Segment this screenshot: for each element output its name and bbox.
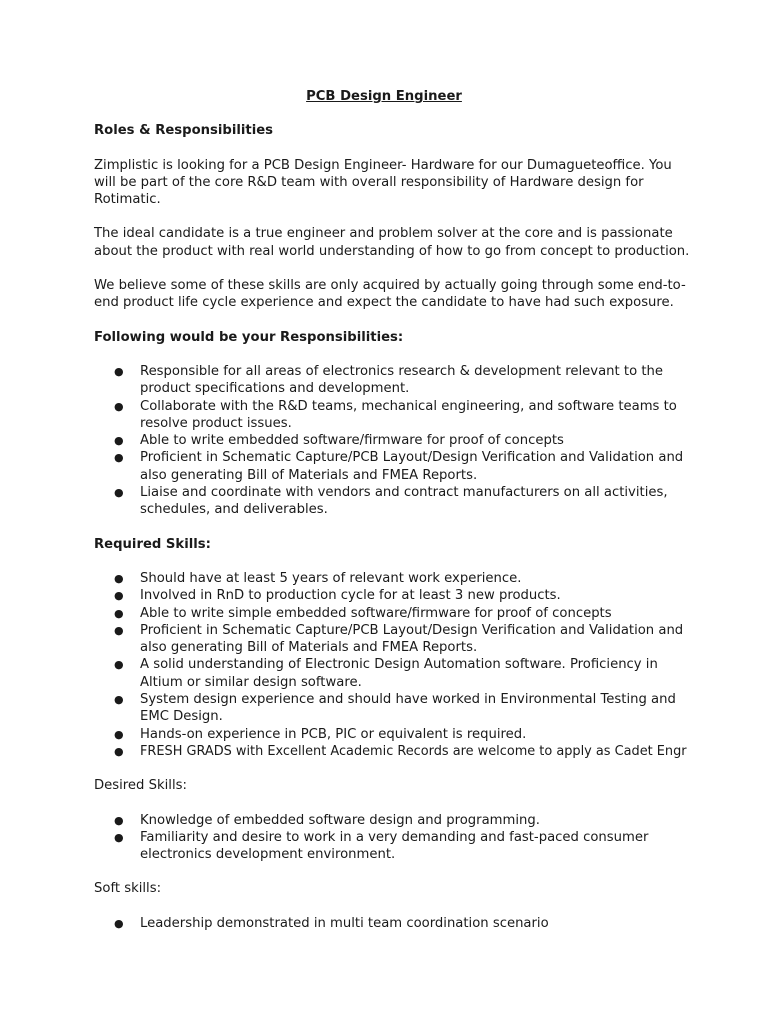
- list-item: [94, 363, 694, 398]
- list-item-text: Proficient in Schematic Capture/PCB Layout/Design Verification and Validation and also generating Bill of Materials and FMEA Reports.: [140, 450, 684, 483]
- list-item: [94, 432, 694, 449]
- bullet-icon: ●: [114, 434, 124, 448]
- bullet-icon: ●: [114, 916, 124, 930]
- list-item-text: Familiarity and desire to work in a very demanding and fast-paced consumer electronics development environment.: [140, 829, 649, 863]
- list-item: [94, 587, 694, 604]
- desired-skills-heading: Desired Skills:: [94, 778, 187, 794]
- list-item-text: Knowledge of embedded software design and programming.: [140, 812, 540, 828]
- bullet-icon: ●: [114, 451, 124, 465]
- bullet-icon: ●: [114, 693, 124, 707]
- list-item: [94, 398, 694, 433]
- bullet-icon: ●: [114, 486, 124, 500]
- intro-paragraph-3: We believe some of these skills are only acquired by actually going through some end-to-end product life cycle experience and expect the candidate to have had such exposure.: [94, 278, 686, 311]
- list-item-text: Should have at least 5 years of relevant work experience.: [140, 570, 522, 586]
- bullet-icon: ●: [114, 623, 124, 637]
- desired-skills-list: [94, 812, 694, 864]
- bullet-icon: ●: [114, 606, 124, 620]
- required-skills-heading: Required Skills:: [94, 536, 211, 552]
- list-item: [94, 829, 694, 864]
- list-item-text: Hands-on experience in PCB, PIC or equivalent is required.: [140, 726, 527, 742]
- list-item: [94, 656, 694, 691]
- bullet-icon: ●: [114, 571, 124, 585]
- bullet-icon: ●: [114, 727, 124, 741]
- bullet-icon: ●: [114, 399, 124, 413]
- list-item: [94, 726, 694, 743]
- list-item: [94, 605, 694, 622]
- list-item-text: A solid understanding of Electronic Design Automation software. Proficiency in Altium or similar design software.: [140, 657, 658, 690]
- list-item-text: FRESH GRADS with Excellent Academic Records are welcome to apply as Cadet Engr: [140, 743, 687, 759]
- list-item-text: Able to write simple embedded software/firmware for proof of concepts: [140, 605, 612, 621]
- bullet-icon: ●: [114, 744, 124, 758]
- responsibilities-list: [94, 363, 694, 519]
- soft-skills-heading: Soft skills:: [94, 881, 162, 897]
- list-item: [94, 691, 694, 726]
- intro-paragraph-1: Zimplistic is looking for a PCB Design Engineer- Hardware for our Dumagueteoffice. You will be part of the core R&D team with overall responsibility of Hardware design for Rotimatic.: [94, 157, 672, 208]
- intro-paragraph-2: The ideal candidate is a true engineer and problem solver at the core and is passionate about the product with real world understanding of how to go from concept to production.: [94, 226, 690, 259]
- list-item-text: Collaborate with the R&D teams, mechanical engineering, and software teams to resolve product issues.: [140, 398, 677, 431]
- list-item-text: Leadership demonstrated in multi team coordination scenario: [140, 915, 549, 931]
- list-item-text: Responsible for all areas of electronics research & development relevant to the product specifications and development.: [140, 363, 663, 397]
- list-item: [94, 915, 694, 932]
- list-item: [94, 484, 694, 519]
- list-item-text: Able to write embedded software/firmware for proof of concepts: [140, 433, 564, 449]
- responsibilities-heading: Following would be your Responsibilities:: [94, 329, 404, 345]
- list-item-text: System design experience and should have worked in Environmental Testing and EMC Design.: [140, 692, 676, 725]
- list-item: [94, 570, 694, 587]
- list-item: [94, 743, 694, 760]
- list-item-text: Involved in RnD to production cycle for at least 3 new products.: [140, 588, 561, 604]
- bullet-icon: ●: [114, 364, 124, 378]
- roles-heading: Roles & Responsibilities: [94, 123, 274, 139]
- document-title: PCB Design Engineer: [306, 89, 462, 104]
- required-skills-list: [94, 570, 694, 760]
- bullet-icon: ●: [114, 830, 124, 844]
- list-item-text: Proficient in Schematic Capture/PCB Layout/Design Verification and Validation and also generating Bill of Materials and FMEA Reports.: [140, 622, 684, 656]
- bullet-icon: ●: [114, 813, 124, 827]
- list-item: [94, 812, 694, 829]
- document-page: [94, 88, 694, 949]
- bullet-icon: ●: [114, 658, 124, 672]
- bullet-icon: ●: [114, 589, 124, 603]
- list-item: [94, 449, 694, 484]
- list-item-text: Liaise and coordinate with vendors and contract manufacturers on all activities, schedules, and deliverables.: [140, 485, 668, 518]
- soft-skills-list: [94, 915, 694, 932]
- list-item: [94, 622, 694, 657]
